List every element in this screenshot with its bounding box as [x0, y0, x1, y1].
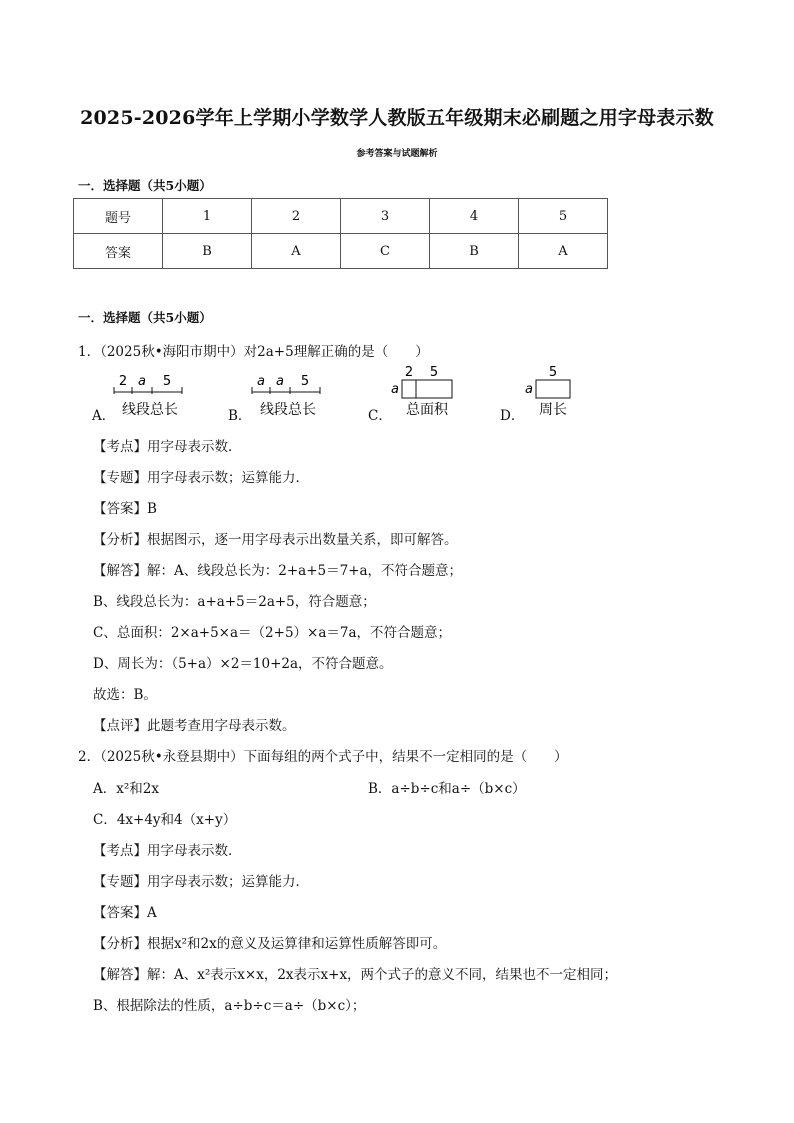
q1b-seg-1: a: [257, 374, 265, 389]
page-title: 2025-2026学年上学期小学数学人教版五年级期末必刷题之用字母表示数: [80, 107, 714, 129]
q1-comment: 【点评】此题考查用字母表示数。: [93, 718, 296, 734]
q1d-side: a: [525, 382, 533, 397]
q1d-top: 5: [548, 365, 558, 380]
q1-solution-line-1: 【解答】解：A、线段总长为：2+a+5＝7+a，不符合题意；: [93, 563, 463, 579]
q1-zhuanti: 【专题】用字母表示数；运算能力．: [93, 470, 309, 486]
table-cell: A: [519, 234, 608, 269]
section-heading-detail: 一．选择题（共5小题）: [78, 310, 212, 325]
q1-solution-line-3: C、总面积：2×a+5×a＝（2+5）×a＝7a，不符合题意；: [93, 625, 452, 641]
q1c-caption: 总面积: [406, 402, 448, 418]
q1-option-c-letter: C．: [368, 408, 392, 424]
table-header-cell: 答案: [74, 234, 163, 269]
q1-option-b-letter: B．: [228, 408, 252, 424]
table-cell: C: [341, 234, 430, 269]
q2-answer: 【答案】A: [93, 905, 157, 921]
answer-table-row-answers: [74, 234, 608, 269]
table-cell: B: [430, 234, 519, 269]
q1-option-c-figure: [388, 362, 458, 420]
table-header-cell: 题号: [74, 199, 163, 234]
section-heading-summary: 一．选择题（共5小题）: [78, 178, 212, 193]
table-cell: 2: [252, 199, 341, 234]
table-cell: 1: [163, 199, 252, 234]
q1-analysis: 【分析】根据图示，逐一用字母表示出数量关系，即可解答。: [93, 532, 458, 548]
q2-kaodian: 【考点】用字母表示数．: [93, 843, 242, 859]
table-cell: B: [163, 234, 252, 269]
q1b-seg-2: a: [276, 374, 284, 389]
q1-option-a-letter: A．: [92, 408, 116, 424]
question-1-stem: 1．（2025秋•海阳市期中）对2a+5理解正确的是（ ）: [78, 344, 429, 360]
q1a-seg-2: a: [138, 374, 146, 389]
q1c-side: a: [391, 382, 399, 397]
q1d-caption: 周长: [539, 402, 567, 418]
q1a-seg-3: 5: [162, 374, 172, 389]
q1a-seg-1: 2: [118, 374, 128, 389]
q1b-caption: 线段总长: [260, 402, 316, 418]
q1-option-d-letter: D．: [500, 408, 525, 424]
q2-option-b: B．a÷b÷c和a÷（b×c）: [368, 781, 526, 797]
question-2-stem: 2．（2025秋•永登县期中）下面每组的两个式子中，结果不一定相同的是（ ）: [78, 749, 568, 765]
q1b-seg-3: 5: [300, 374, 310, 389]
q1-option-a-figure: [110, 370, 190, 420]
q1-option-b-figure: [248, 370, 328, 420]
q1-choice: 故选：B。: [93, 687, 157, 703]
page-subtitle: 参考答案与试题解析: [356, 149, 438, 159]
q1-option-d-figure: [522, 362, 582, 420]
table-cell: 4: [430, 199, 519, 234]
table-cell: 5: [519, 199, 608, 234]
answer-table: [73, 198, 608, 269]
q1a-caption: 线段总长: [122, 402, 178, 418]
q2-analysis: 【分析】根据x²和2x的意义及运算律和运算性质解答即可。: [93, 936, 447, 952]
q1-answer: 【答案】B: [93, 501, 157, 517]
table-cell: 3: [341, 199, 430, 234]
answer-table-row-numbers: [74, 199, 608, 234]
table-cell: A: [252, 234, 341, 269]
q1c-top-1: 2: [404, 365, 414, 380]
q2-option-a: A．x²和2x: [93, 781, 159, 797]
q1-solution-line-2: B、线段总长为：a+a+5＝2a+5，符合题意；: [93, 594, 376, 610]
q2-option-c: C．4x+4y和4（x+y）: [93, 812, 237, 828]
q1c-top-2: 5: [429, 365, 439, 380]
q2-zhuanti: 【专题】用字母表示数；运算能力．: [93, 874, 309, 890]
q1-kaodian: 【考点】用字母表示数．: [93, 439, 242, 455]
q2-solution-line-1: 【解答】解：A、x²表示x×x，2x表示x+x，两个式子的意义不同，结果也不一定相同；: [93, 967, 618, 983]
q2-solution-line-2: B、根据除法的性质，a÷b÷c＝a÷（b×c）；: [93, 998, 366, 1014]
q1-solution-line-4: D、周长为：（5+a）×2＝10+2a，不符合题意。: [93, 656, 393, 672]
